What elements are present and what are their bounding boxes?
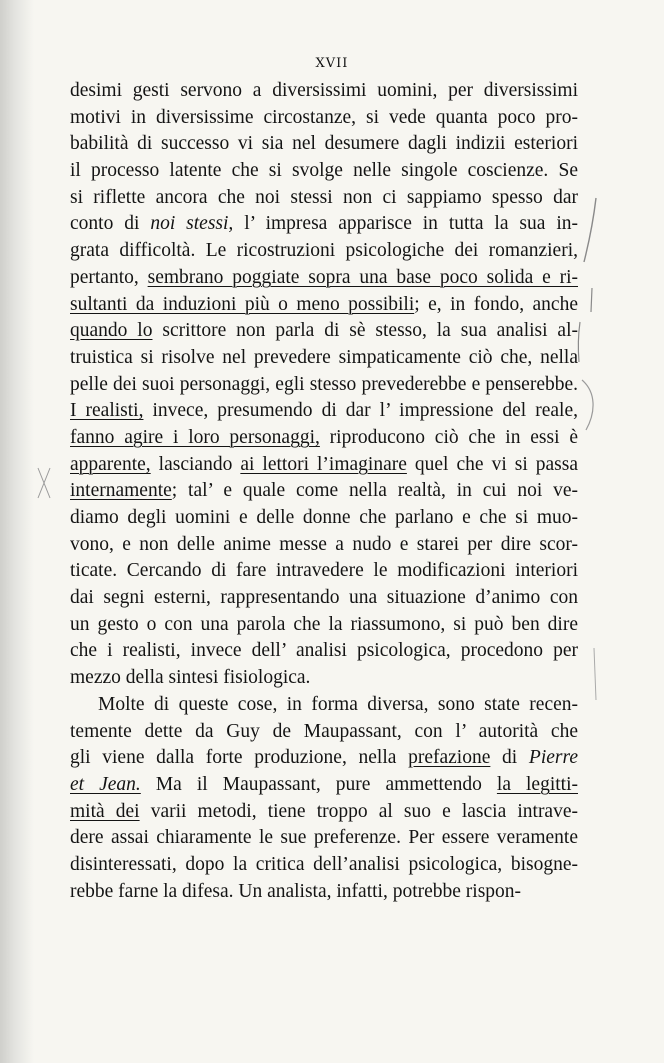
text-run: si riflette ancora che noi stessi non ci sappiamo spesso dar <box>70 186 578 208</box>
body-text <box>70 78 578 905</box>
text-run: truistica si risolve nel prevedere simpaticamente ciò che, nella <box>70 346 578 368</box>
text-run: I realisti, <box>70 400 144 422</box>
text-line <box>70 719 578 746</box>
text-run: Ma il Maupassant, pure ammettendo <box>140 773 497 795</box>
text-line <box>70 211 578 238</box>
text-run: pelle dei suoi personaggi, egli stesso prevederebbe e penserebbe. <box>70 373 578 395</box>
text-line <box>70 825 578 852</box>
text-run: Pierre <box>528 747 578 769</box>
text-run: diamo degli uomini e delle donne che parlano e che si muo- <box>70 507 578 528</box>
margin-cross-mark <box>38 468 50 498</box>
page-number: XVII <box>315 56 349 71</box>
text-line <box>70 131 578 158</box>
text-run: lasciando <box>150 453 241 475</box>
text-line <box>70 532 578 559</box>
text-run: dai segni esterni, rappresentando una situazione d’animo con <box>70 587 578 609</box>
text-line <box>70 478 578 505</box>
text-line <box>70 452 578 479</box>
text-line <box>70 372 578 399</box>
text-run: temente dette da Guy de Maupassant, con l’ autorità che <box>70 720 578 742</box>
text-run: internamente <box>70 480 172 502</box>
text-line <box>70 612 578 639</box>
text-run: che i realisti, invece dell’ analisi psicologica, procedono per <box>70 640 578 662</box>
text-line <box>70 799 578 826</box>
text-run: desimi gesti servono a diversissimi uomini, per diversissimi <box>70 80 578 101</box>
text-line <box>70 318 578 345</box>
text-run: dere assai chiaramente le sue preferenze. Per essere veramente <box>70 827 578 849</box>
text-run: un gesto o con una parola che la riassumono, si può ben dire <box>70 613 578 635</box>
text-line <box>70 398 578 425</box>
text-line <box>70 158 578 185</box>
text-line <box>70 558 578 585</box>
text-run: l’ impresa apparisce in tutta la sua in- <box>233 213 578 235</box>
text-line <box>70 879 578 906</box>
text-line <box>70 238 578 265</box>
margin-line-mark <box>578 322 580 362</box>
text-run: conto di <box>70 213 151 235</box>
text-line <box>70 345 578 372</box>
text-line <box>70 265 578 292</box>
text-run: apparente, <box>70 453 151 475</box>
text-line <box>70 292 578 319</box>
text-run: babilità di successo vi sia nel desumere dagli indizii esteriori <box>70 133 578 155</box>
text-run: invece, presumendo di dar l’ impressione del reale, <box>143 400 578 422</box>
text-run: vono, e non delle anime messe a nudo e starei per dire scor- <box>70 533 578 555</box>
text-run: ticate. Cercando di fare intravedere le modificazioni interiori <box>70 560 578 582</box>
page-binding-shadow <box>0 0 34 1063</box>
text-run: motivi in diversissime circostanze, si vede quanta poco pro- <box>70 106 578 128</box>
text-line <box>70 745 578 772</box>
text-run: varii metodi, tiene troppo al suo e lascia intrave- <box>139 800 578 822</box>
text-run: mezzo della sintesi fisiologica. <box>70 667 311 689</box>
text-run: prefazione <box>408 747 491 769</box>
text-run: ; e, in fondo, anche <box>414 293 578 315</box>
text-run: Molte di queste cose, in forma diversa, sono state recen- <box>98 693 578 715</box>
text-line <box>70 585 578 612</box>
text-run: il processo latente che si svolge nelle singole coscienze. Se <box>70 160 578 182</box>
text-run: fanno agire i loro personaggi, <box>70 426 320 448</box>
text-run: la legitti- <box>496 773 578 795</box>
text-run: ai lettori l’imaginare <box>240 453 407 475</box>
margin-bracket-mark <box>584 198 596 262</box>
text-run: ; tal’ e quale come nella realtà, in cui noi ve- <box>171 480 578 502</box>
text-run: sultanti da induzioni più o meno possibili <box>70 293 415 315</box>
margin-paren-mark <box>582 380 593 430</box>
text-line <box>70 638 578 665</box>
text-run: quando lo <box>70 320 153 342</box>
text-run: et Jean. <box>70 773 141 795</box>
text-run: scrittore non parla di sè stesso, la sua analisi al- <box>152 320 578 342</box>
margin-line-mark <box>591 288 592 312</box>
text-line <box>70 852 578 879</box>
text-line <box>70 78 578 105</box>
text-line <box>70 692 578 719</box>
text-run: disinteressati, dopo la critica dell’analisi psicologica, bisogne- <box>70 853 578 875</box>
margin-line-mark <box>594 648 596 700</box>
text-run: sembrano poggiate sopra una base poco solida e ri- <box>147 266 578 288</box>
text-run: quel che vi si passa <box>406 453 578 475</box>
text-run: pertanto, <box>70 266 148 288</box>
text-line <box>70 425 578 452</box>
text-run: mità dei <box>70 800 140 822</box>
text-run: rebbe farne la difesa. Un analista, infatti, potrebbe rispon- <box>70 880 522 902</box>
text-line <box>70 105 578 132</box>
text-line <box>70 505 578 532</box>
text-run: grata difficoltà. Le ricostruzioni psicologiche dei romanzieri, <box>70 240 578 262</box>
text-run: di <box>490 747 529 769</box>
text-run: noi stessi, <box>150 213 234 235</box>
text-line <box>70 665 578 692</box>
text-line <box>70 772 578 799</box>
text-run: riproducono ciò che in essi è <box>319 426 578 448</box>
text-run: gli viene dalla forte produzione, nella <box>70 747 409 769</box>
text-line <box>70 185 578 212</box>
